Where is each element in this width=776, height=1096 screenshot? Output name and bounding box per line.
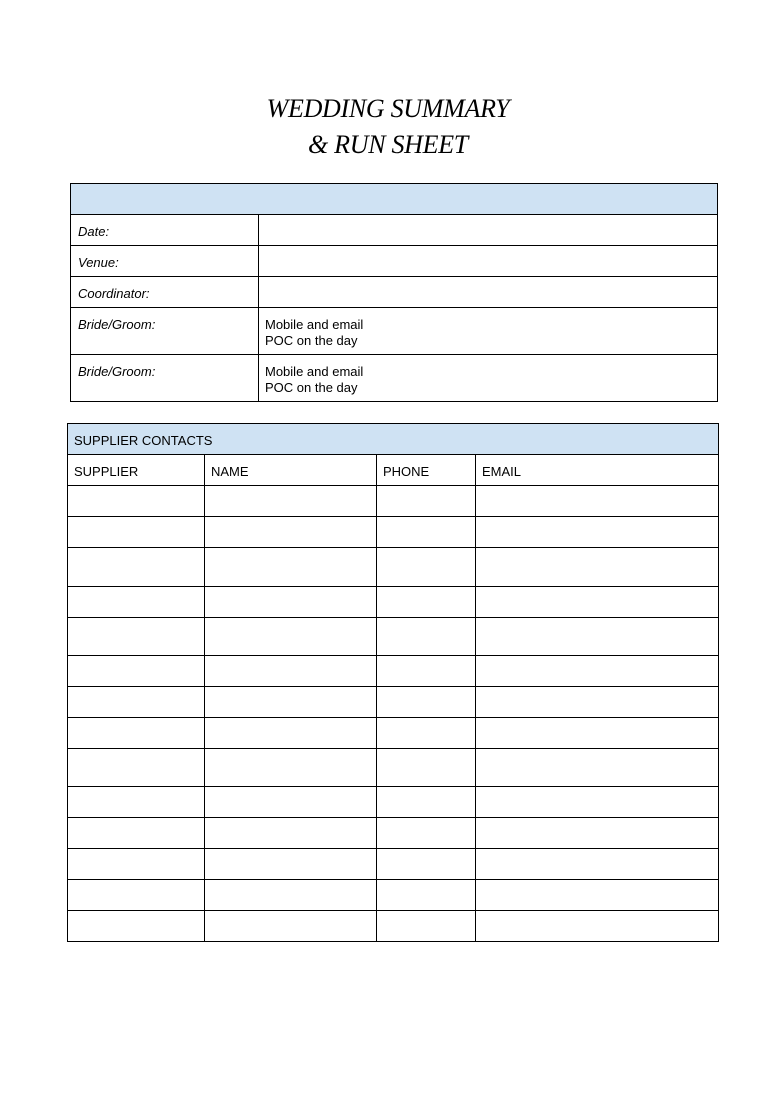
phone-cell[interactable] — [377, 618, 476, 656]
phone-column-header: PHONE — [377, 455, 476, 486]
phone-cell[interactable] — [377, 749, 476, 787]
email-cell[interactable] — [476, 911, 719, 942]
bride-groom-label-2: Bride/Groom: — [71, 355, 259, 402]
table-row — [68, 911, 719, 942]
supplier-cell[interactable] — [68, 656, 205, 687]
phone-cell[interactable] — [377, 911, 476, 942]
name-cell[interactable] — [205, 587, 377, 618]
coordinator-value-cell[interactable] — [259, 277, 718, 308]
supplier-section-title-row — [68, 424, 719, 455]
event-row-coordinator — [71, 277, 718, 308]
phone-cell[interactable] — [377, 548, 476, 587]
table-row — [68, 849, 719, 880]
event-summary-table — [70, 183, 718, 402]
name-cell[interactable] — [205, 486, 377, 517]
bride-groom-value-cell-1[interactable] — [259, 308, 718, 355]
table-row — [68, 880, 719, 911]
supplier-cell[interactable] — [68, 880, 205, 911]
supplier-cell[interactable] — [68, 718, 205, 749]
supplier-cell[interactable] — [68, 486, 205, 517]
name-cell[interactable] — [205, 749, 377, 787]
event-table-header — [71, 184, 718, 215]
email-cell[interactable] — [476, 656, 719, 687]
name-cell[interactable] — [205, 517, 377, 548]
phone-cell[interactable] — [377, 880, 476, 911]
phone-cell[interactable] — [377, 517, 476, 548]
email-cell[interactable] — [476, 818, 719, 849]
table-row — [68, 517, 719, 548]
event-row-bride-groom-2 — [71, 355, 718, 402]
email-cell[interactable] — [476, 548, 719, 587]
phone-cell[interactable] — [377, 849, 476, 880]
supplier-cell[interactable] — [68, 618, 205, 656]
phone-cell[interactable] — [377, 787, 476, 818]
table-row — [68, 687, 719, 718]
email-cell[interactable] — [476, 618, 719, 656]
email-cell[interactable] — [476, 587, 719, 618]
table-row — [68, 548, 719, 587]
email-cell[interactable] — [476, 718, 719, 749]
table-row — [68, 749, 719, 787]
supplier-cell[interactable] — [68, 587, 205, 618]
name-cell[interactable] — [205, 818, 377, 849]
phone-cell[interactable] — [377, 818, 476, 849]
phone-cell[interactable] — [377, 718, 476, 749]
phone-cell[interactable] — [377, 687, 476, 718]
date-value-cell[interactable] — [259, 215, 718, 246]
phone-cell[interactable] — [377, 486, 476, 517]
venue-value-cell[interactable] — [259, 246, 718, 277]
title-line-2: & RUN SHEET — [308, 130, 468, 159]
table-row — [68, 718, 719, 749]
event-row-date — [71, 215, 718, 246]
email-cell[interactable] — [476, 517, 719, 548]
venue-label: Venue: — [71, 246, 259, 277]
name-cell[interactable] — [205, 656, 377, 687]
table-row — [68, 656, 719, 687]
email-cell[interactable] — [476, 687, 719, 718]
email-column-header: EMAIL — [476, 455, 719, 486]
name-cell[interactable] — [205, 911, 377, 942]
document-title — [0, 91, 776, 163]
table-row — [68, 486, 719, 517]
supplier-cell[interactable] — [68, 818, 205, 849]
bride-groom-value-cell-2[interactable] — [259, 355, 718, 402]
email-cell[interactable] — [476, 787, 719, 818]
name-column-header: NAME — [205, 455, 377, 486]
email-cell[interactable] — [476, 880, 719, 911]
event-row-venue — [71, 246, 718, 277]
date-label: Date: — [71, 215, 259, 246]
table-row — [68, 818, 719, 849]
email-cell[interactable] — [476, 849, 719, 880]
poc-note-1: POC on the day — [265, 333, 358, 348]
supplier-contacts-table — [67, 423, 719, 942]
supplier-contacts-title: SUPPLIER CONTACTS — [68, 424, 719, 455]
coordinator-label: Coordinator: — [71, 277, 259, 308]
supplier-cell[interactable] — [68, 749, 205, 787]
name-cell[interactable] — [205, 548, 377, 587]
event-table-header-row — [71, 184, 718, 215]
table-row — [68, 618, 719, 656]
phone-cell[interactable] — [377, 656, 476, 687]
phone-cell[interactable] — [377, 587, 476, 618]
supplier-cell[interactable] — [68, 911, 205, 942]
supplier-cell[interactable] — [68, 517, 205, 548]
poc-note-2: POC on the day — [265, 380, 358, 395]
name-cell[interactable] — [205, 687, 377, 718]
table-row — [68, 787, 719, 818]
supplier-cell[interactable] — [68, 849, 205, 880]
name-cell[interactable] — [205, 718, 377, 749]
mobile-email-note-1: Mobile and email — [265, 317, 364, 332]
supplier-cell[interactable] — [68, 787, 205, 818]
name-cell[interactable] — [205, 880, 377, 911]
event-row-bride-groom-1 — [71, 308, 718, 355]
supplier-column-header: SUPPLIER — [68, 455, 205, 486]
name-cell[interactable] — [205, 787, 377, 818]
supplier-cell[interactable] — [68, 548, 205, 587]
mobile-email-note-2: Mobile and email — [265, 364, 364, 379]
bride-groom-label-1: Bride/Groom: — [71, 308, 259, 355]
name-cell[interactable] — [205, 618, 377, 656]
name-cell[interactable] — [205, 849, 377, 880]
supplier-cell[interactable] — [68, 687, 205, 718]
email-cell[interactable] — [476, 486, 719, 517]
title-line-1: WEDDING SUMMARY — [266, 94, 510, 123]
supplier-column-header-row — [68, 455, 719, 486]
email-cell[interactable] — [476, 749, 719, 787]
table-row — [68, 587, 719, 618]
